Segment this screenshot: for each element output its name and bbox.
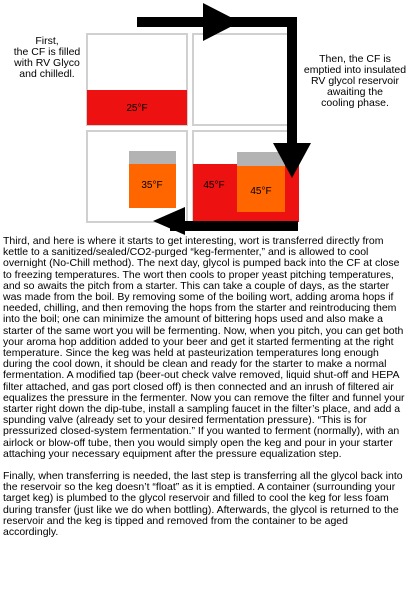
cf-initial-temp: 25°F — [126, 103, 148, 114]
keg-left-top — [129, 151, 176, 164]
keg-right-temp: 45°F — [250, 186, 272, 197]
bottom-arrow-head — [153, 207, 185, 235]
panel-top-right — [193, 34, 293, 125]
keg-right-top — [237, 152, 285, 166]
paragraph-third: Third, and here is where it starts to get interesting, wort is transferred directly from kettle to a sanitized/sealed/CO2-purged “keg-fermenter,” and is allowed to cool overnight (No-Chill method). The next day, glycol is pumped back into the CF at close to freezing temperatures. The wort then cools to proper yeast pitching temperatures, and so awaits the pitch from a starter. This can take a couple of days, as the starter was made from the boil. By removing some of the boiling wort, adding aroma hops if needed, chilling, and then removing the hops from the starter and reintroducing them into the boil; one can minimize the amount of bittering hops used and also make a starter of the same wort you will be fermenting. Now, when you pitch, you can get both your aroma hop addition added to your beer and get it started fermenting at the right temperature. Since the keg was held at pasteurization temperatures long enough during the cool down, it should be clean and ready for the starter to make a normal fermentation. A modified tap (beer-out check valve removed, liquid shut-off and HEPA filter attached, and gas port closed off) is then connected and an inrush of filtered air equalizes the pressure in the fermenter. Now you can remove the filter and funnel your starter right down the dip-tube, install a sampling faucet in the filter’s place, and add a spunding valve (already set to your desired fermentation pressure). “This is for pressurized closed-system fermentation.” If you wanted to ferment (normally), with an airlock or blow-off tube, then you would simply open the keg and pour in your starter attaching your necessary equipment after the pressure equalization step. — [3, 235, 405, 460]
caption-then: Then, the CF is emptied into insulated RV glycol reservoir awaiting the cooling phase. — [303, 53, 407, 109]
paragraph-finally: Finally, when transferring is needed, the last step is transferring all the glycol back into the reservoir so the keg doesn’t “float” as it is emptied. A container (surrounding your target keg) is plumbed to the glycol reservoir and filled to cool the keg for less foam during transfer (just like we do when bottling). Afterwards, the glycol is returned to the reservoir and the keg is tipped and removed from the container to be aged accordingly. — [3, 470, 403, 539]
right-arrow-shaft — [287, 17, 297, 157]
caption-first: First, the CF is filled with RV Glyco and chilledl. — [13, 35, 81, 80]
keg-left-temp: 35°F — [141, 180, 163, 191]
article-body — [3, 236, 405, 549]
reservoir-temp: 45°F — [203, 180, 225, 191]
top-arrow-head — [203, 3, 240, 41]
bottom-arrow-shaft — [170, 221, 298, 231]
